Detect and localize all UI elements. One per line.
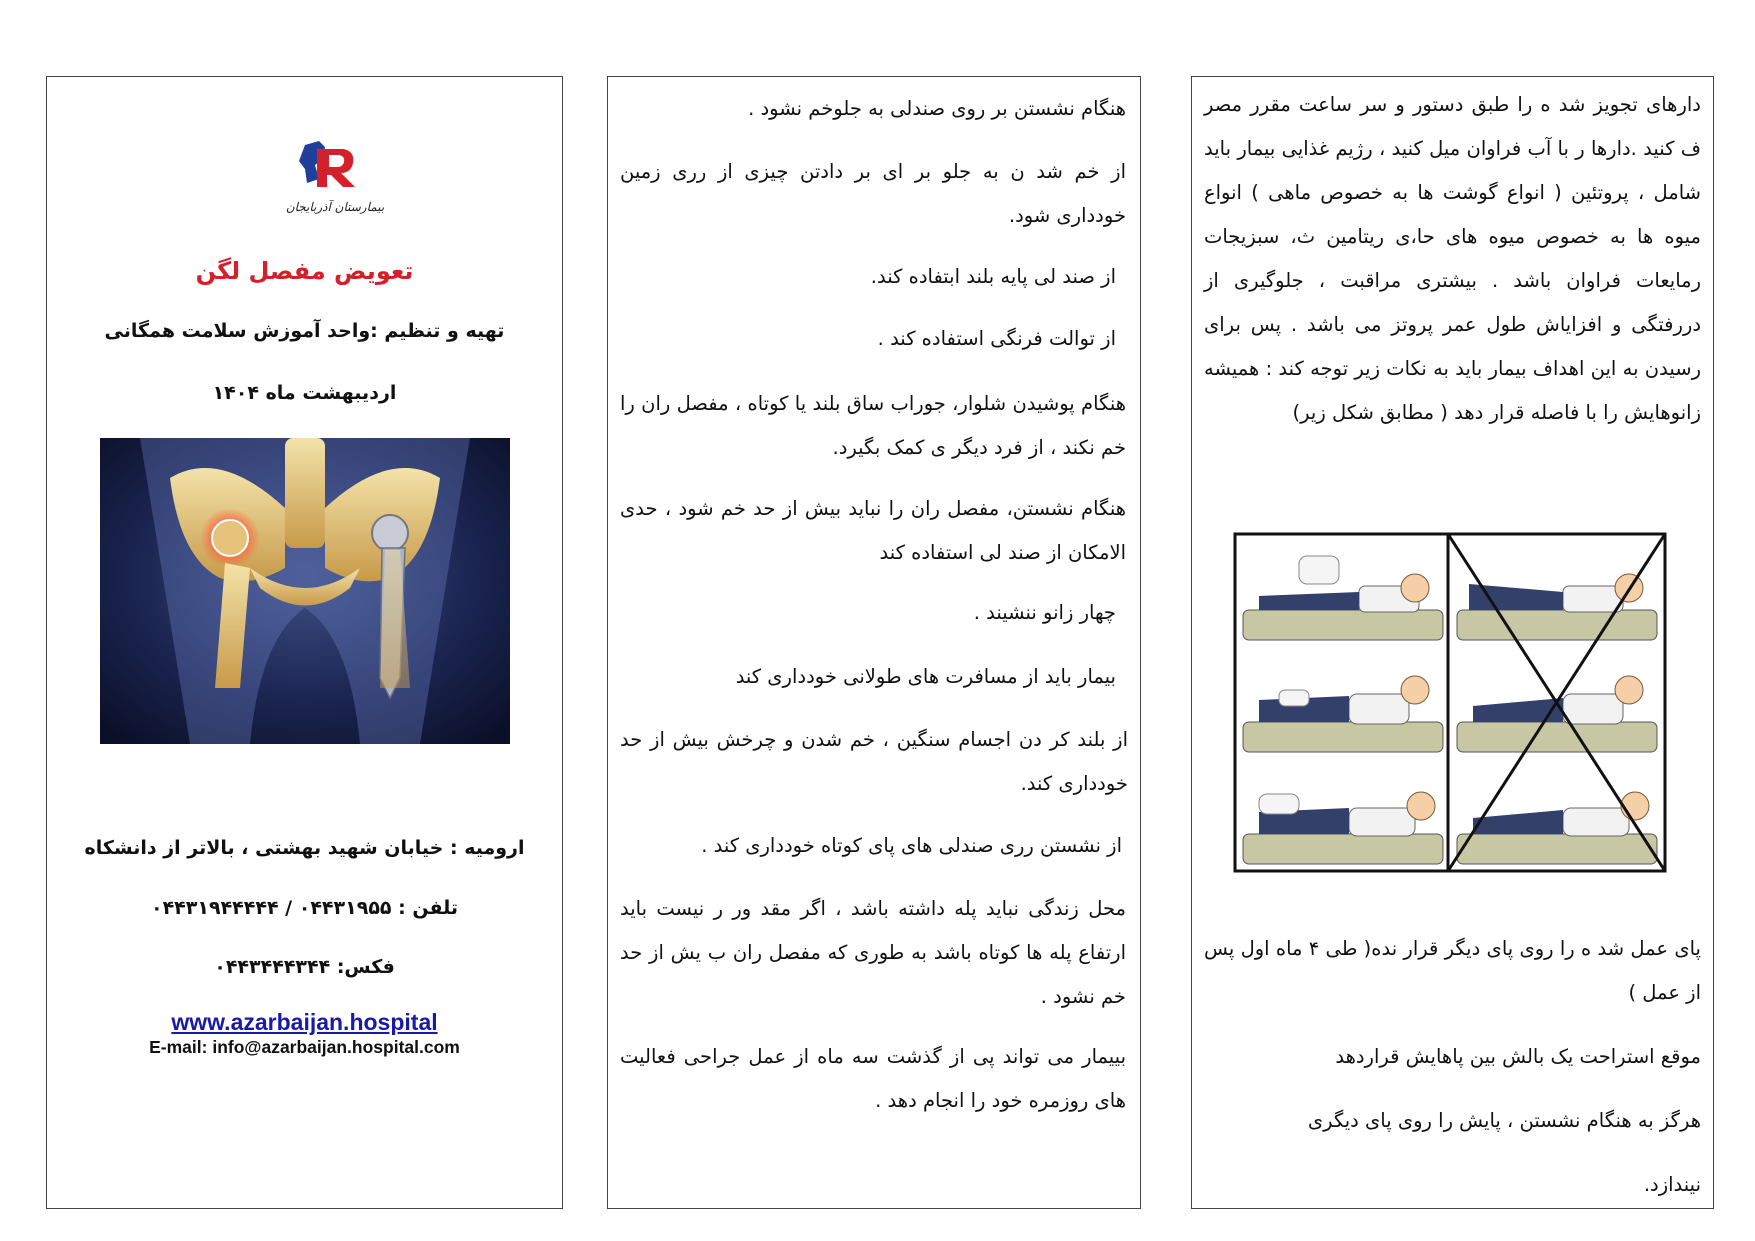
prepared-by: تهیه و تنظیم :واحد آموزش سلامت همگانی (104, 320, 505, 342)
fax-number: فکس: ۰۴۴۳۴۴۴۳۴۴ (214, 956, 395, 978)
instructions-panel (607, 76, 1141, 1209)
instruction-item: از صند لی پایه بلند ابتفاده کند. (870, 265, 1116, 288)
instruction-item: از خم شد ن به جلو بر ای بر دادتن چیزی از رری زمین خودداری شود. (620, 160, 1126, 227)
brochure-title: تعویض مفصل لگن (195, 257, 414, 285)
instruction-item: از بلند کر دن اجسام سنگین ، خم شدن و چرخش بیش از حد خودداری کند. (620, 728, 1128, 795)
instruction-item: بیمار باید از مسافرت های طولانی خودداری کند (735, 665, 1116, 688)
svg-text:بیمارستان آذربایجان: بیمارستان آذربایجان (285, 200, 385, 214)
care-note: هرگز به هنگام نشستن ، پایش را روی پای دیگری (1307, 1109, 1701, 1132)
care-panel (1191, 76, 1714, 1209)
instruction-item: هنگام پوشیدن شلوار، جوراب ساق بلند یا کوتاه ، مفصل ران را خم نکند ، از فرد دیگر ی کمک بگیرد. (620, 392, 1126, 459)
instruction-item: از نشستن رری صندلی های پای کوتاه خودداری کند . (701, 834, 1122, 857)
instruction-item: بییمار می تواند پی از گذشت سه ماه از عمل جراحی فعالیت های روزمره خود را انجام دهد . (620, 1045, 1126, 1112)
website-link[interactable]: www.azarbaijan.hospital (171, 1009, 438, 1035)
sleeping-positions-image (1233, 532, 1667, 873)
instruction-item: هنگام نشستن بر روی صندلی به جلوخم نشود . (748, 97, 1126, 120)
instruction-item: محل زندگی نباید پله داشته باشد ، اگر مقد ور ر نیست باید ارتفاع پله ها کوتاه باشد به طوری که مفصل ران ب یش از حد خم نشود . (620, 897, 1126, 1008)
instruction-item: هنگام نشستن، مفصل ران را نباید بیش از حد خم شود ، حدی الامکان از صند لی استفاده کند (620, 497, 1126, 564)
publication-date: اردیبهشت ماه ۱۴۰۴ (212, 382, 397, 404)
email-address: E-mail: info@azarbaijan.hospital.com (149, 1037, 460, 1057)
care-note: پای عمل شد ه را روی پای دیگر قرار نده( طی ۴ ماه اول پس از عمل ) (1204, 937, 1701, 1004)
cover-panel (46, 76, 563, 1209)
care-note: نیندازد. (1643, 1173, 1701, 1196)
instruction-item: از توالت فرنگی استفاده کند . (877, 327, 1116, 350)
phone-number: تلفن : ۰۴۴۳۱۹۵۵ / ۰۴۴۳۱۹۴۴۴۴۴ (150, 897, 459, 919)
hip-replacement-image (100, 438, 510, 744)
instruction-item: چهار زانو ننشیند . (973, 601, 1116, 624)
hospital-logo (279, 139, 391, 219)
care-intro: دارهای تجویز شد ه را طبق دستور و سر ساعت مقرر مصر ف کنید .دارها ر با آب فراوان میل کنید ، رژیم غذایی بیمار باید شامل ، پروتئین ( انواع گوشت ها به خصوص ماهی ) انواع میوه ها به خصوص میوه های حا،ی ریتامین ث، سبزیجات رمایعات فراوان باشد . بیشتری مراقبت ، جلوگیری از دررفتگی و افزایاش طول عمر پروتز می باشد . پس برای رسیدن به این اهداف بیمار باید به نکات زیر توجه کند : همیشه زانوهایش را با فاصله قرار دهد ( مطابق شکل زیر) (1204, 93, 1701, 424)
address: ارومیه : خیابان شهید بهشتی ، بالاتر از دانشکاه (84, 837, 525, 859)
care-note: موقع استراحت یک بالش بین پاهایش قراردهد (1335, 1045, 1701, 1068)
